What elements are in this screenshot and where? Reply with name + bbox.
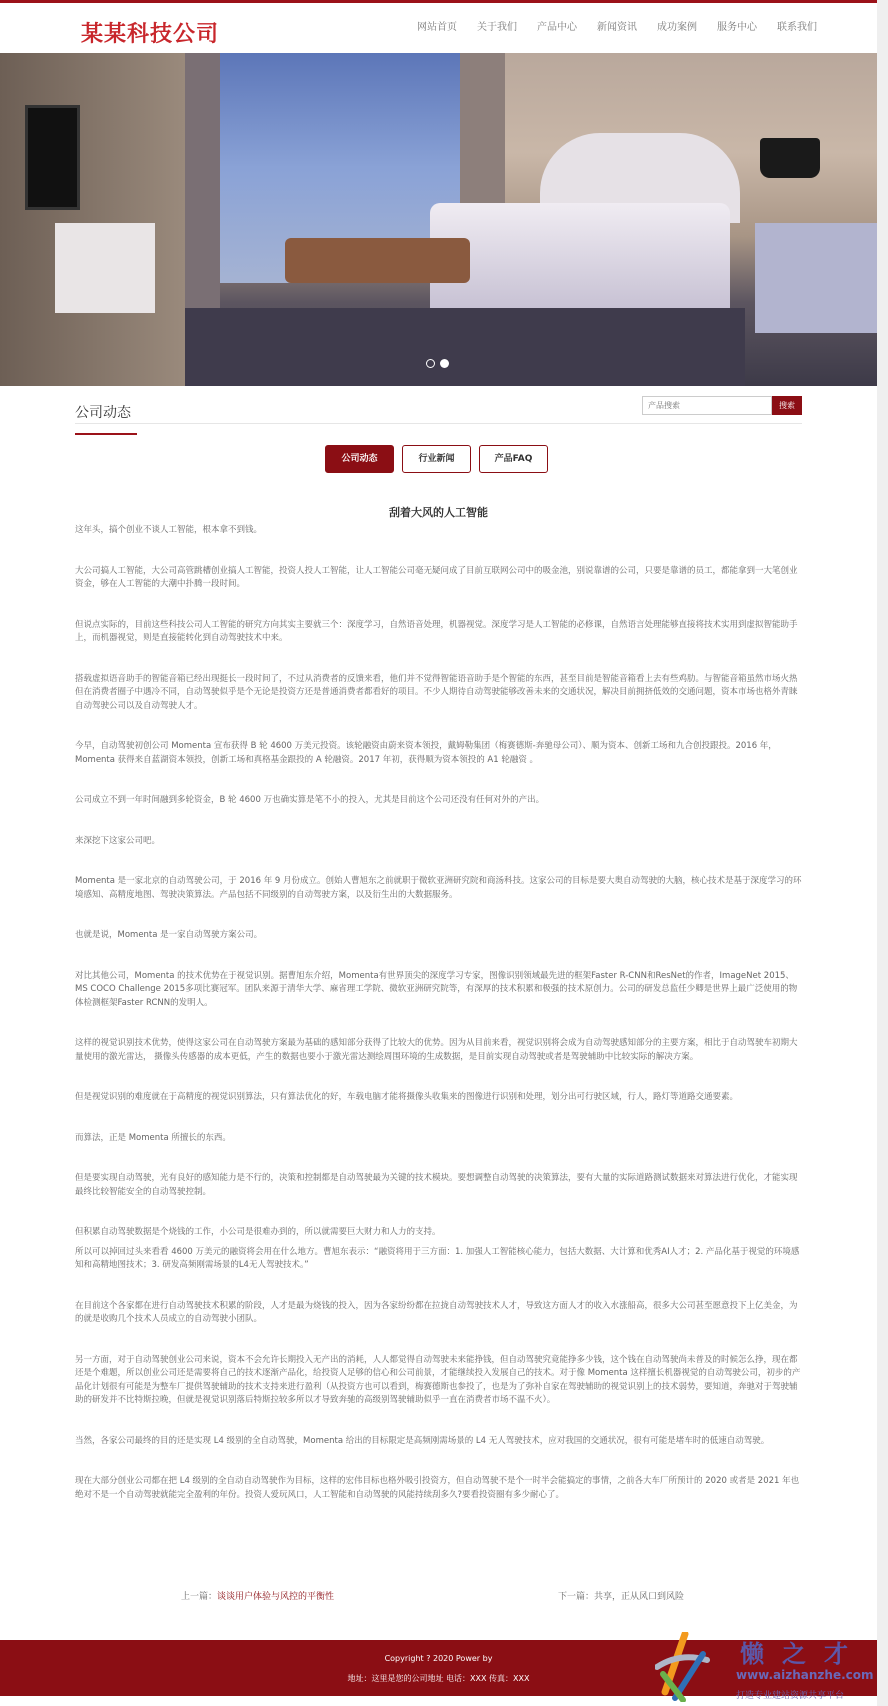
footer-copyright: Copyright ? 2020 Power by bbox=[384, 1654, 493, 1663]
nav-item-contact[interactable]: 联系我们 bbox=[777, 22, 817, 33]
next-article-link[interactable]: 共享，正从风口到风险 bbox=[594, 1592, 685, 1602]
prev-article bbox=[181, 1589, 334, 1602]
article-paragraph: 这年头，搞个创业不谈人工智能，根本拿不到钱。 bbox=[75, 525, 263, 535]
nav-item-home[interactable]: 网站首页 bbox=[417, 22, 457, 33]
section-header bbox=[75, 396, 802, 424]
article-paragraph: 公司成立不到一年时间融到多轮资金，B 轮 4600 万也确实算是笔不小的投入，尤其是目前这个公司还没有任何对外的产出。 bbox=[75, 795, 545, 805]
article bbox=[75, 504, 802, 1502]
article-paragraph: Momenta 是一家北京的自动驾驶公司，于 2016 年 9 月份成立。创始人曹旭东之前就职于微软亚洲研究院和商汤科技。这家公司的目标是要大奥自动驾驶的大脑，核心技术是基于深度学习的环境感知、高精度地图、驾驶决策算法。产品包括不同级别的自动驾驶方案，以及衍生出的大数据服务。 bbox=[75, 876, 802, 900]
slide-dot-1[interactable] bbox=[426, 359, 435, 368]
watermark-url: www.aizhanzhe.com bbox=[736, 1668, 874, 1682]
watermark-slogan: 打造专业建站资源共享平台 bbox=[736, 1691, 845, 1701]
watermark bbox=[650, 1632, 888, 1706]
prev-article-link[interactable]: 谈谈用户体验与风控的平衡性 bbox=[217, 1592, 335, 1602]
nav-item-products[interactable]: 产品中心 bbox=[537, 22, 577, 33]
article-paragraph: 但是要实现自动驾驶，光有良好的感知能力是不行的，决策和控制都是自动驾驶最为关键的技术模块。要想调整自动驾驶的决策算法，要有大量的实际道路测试数据来对算法进行优化，才能实现最终比较智能安全的自动驾驶控制。 bbox=[75, 1173, 798, 1197]
tab-company-news[interactable]: 公司动态 bbox=[325, 445, 394, 473]
article-title: 刮着大风的人工智能 bbox=[389, 506, 488, 519]
next-label: 下一篇： bbox=[558, 1592, 595, 1602]
nav-item-cases[interactable]: 成功案例 bbox=[657, 22, 697, 33]
tab-product-faq[interactable]: 产品FAQ bbox=[479, 445, 548, 473]
article-paragraph: 另一方面，对于自动驾驶创业公司来说，资本不会允许长期投入无产出的消耗，人人都觉得自动驾驶未来能挣钱，但自动驾驶究竟能挣多少钱，这个钱在自动驾驶尚未普及的时候怎么挣，现在都还是个难题，所以创业公司还是需要将自己的技术逐渐产品化，给投资人足够的信心和公司前景，才能继续投入发展自己的技术。对于像 Momenta 这样擅长机器视觉的自动驾驶公司，初步的产品化计划很有可能是为整车厂提供驾驶辅助的技术支持来进行盈利（从投资方也可以看到，梅赛德斯也参投了，也是为了弥补自家在驾驶辅助的视觉识别上的技术弱势，要知道，奔驰对于驾驶辅助的研发并不比特斯拉晚，但就是视觉识别落后特斯拉较多所以才导致奔驰的高级别驾驶辅助似乎一直在消费者市场不温不火）。 bbox=[75, 1354, 801, 1405]
article-paragraph: 但积累自动驾驶数据是个烧钱的工作，小公司是很难办到的，所以就需要巨大财力和人力的支持。 bbox=[75, 1227, 441, 1237]
slide-dot-2[interactable] bbox=[440, 359, 449, 368]
article-paragraph: 搭载虚拟语音助手的智能音箱已经出现挺长一段时间了，不过从消费者的反馈来看，他们并不觉得智能语音助手是个智能的东西，甚至目前是智能音箱看上去有些鸡肋。与智能音箱虽然市场火热但在消费者圈子中遇冷不同，自动驾驶似乎是个无论是投资方还是普通消费者都看好的项目。不少人期待自动驾驶能够改善未来的交通状况，解决目前拥挤低效的交通问题，资本市场也格外青睐自动驾驶公司以及自动驾驶人才。 bbox=[75, 673, 798, 711]
search-input[interactable] bbox=[642, 396, 772, 415]
hero-banner-bedroom-image bbox=[0, 53, 877, 386]
article-paragraph: 在目前这个各家都在进行自动驾驶技术积累的阶段，人才是最为烧钱的投入，因为各家纷纷都在拉拢自动驾驶技术人才，导致这方面人才的收入水涨船高，很多大公司甚至愿意投下上亿美金，为的就是收购几个技术人员成立的自动驾驶小团队。 bbox=[75, 1300, 798, 1324]
article-paragraph: 当然，各家公司最终的目的还是实现 L4 级别的全自动驾驶，Momenta 给出的目标限定是高频刚需场景的 L4 无人驾驶技术，应对我国的交通状况，很有可能是堵车时的低速自动驾驶。 bbox=[75, 1435, 770, 1446]
slider-pagination bbox=[426, 359, 449, 368]
article-paragraph: 而算法，正是 Momenta 所擅长的东西。 bbox=[75, 1132, 231, 1143]
site-header bbox=[0, 3, 877, 53]
article-paragraph: 来深挖下这家公司吧。 bbox=[75, 835, 161, 846]
article-paragraph: 这样的视觉识别技术优势，使得这家公司在自动驾驶方案最为基础的感知部分获得了比较大的优势。因为从目前来看，视觉识别将会成为自动驾驶感知部分的主要方案，相比于自动驾驶车初期大量使用的激光雷达， 摄像头传感器的成本更低，产生的数据也要小于激光雷达测绘周围环境的生成数据，是目前实现自动驾驶或者是驾驶辅助中比较实际的解决方案。 bbox=[75, 1038, 798, 1062]
article-paragraph: 今早，自动驾驶初创公司 Momenta 宣布获得 B 轮 4600 万美元投资。该轮融资由蔚来资本领投，戴姆勒集团（梅赛德斯-奔驰母公司）、顺为资本、创新工场和九合创投跟投。2016 年，Momenta 获得来自蓝湖资本领投，创新工场和真格基金跟投的 A 轮融资。2017 年初，获得顺为资本领投的 A1 轮融资 。 bbox=[75, 741, 777, 765]
tab-industry-news[interactable]: 行业新闻 bbox=[402, 445, 471, 473]
article-paragraph: 对比其他公司，Momenta 的技术优势在于视觉识别。据曹旭东介绍，Momenta有世界顶尖的深度学习专家，图像识别领域最先进的框架Faster R-CNN和ResNet的作者，ImageNet 2015、MS COCO Challenge 2015多项比赛冠军。团队来源于清华大学、麻省理工学院、微软亚洲研究院等，有深厚的技术积累和极强的技术原创力。公司的研发总监任少卿是世界上最广泛使用的物体检测框架Faster RCNN的发明人。 bbox=[75, 970, 798, 1008]
nav-item-news[interactable]: 新闻资讯 bbox=[587, 3, 647, 53]
nav-item-services[interactable]: 服务中心 bbox=[717, 22, 757, 33]
search-form bbox=[642, 396, 802, 415]
article-paragraph: 大公司搞人工智能，大公司高管跳槽创业搞人工智能，投资人投人工智能，让人工智能公司毫无疑问成了目前互联网公司中的吸金池，别说靠谱的公司，只要是靠谱的员工，都能拿到一大笔创业资金，够在人工智能的大潮中扑腾一段时间。 bbox=[75, 565, 798, 589]
watermark-title: 懒之才 bbox=[740, 1640, 866, 1668]
footer-contact: 地址：这里是您的公司地址 电话：XXX 传真：XXX bbox=[347, 1674, 530, 1683]
article-paragraph: 但说点实际的，目前这些科技公司人工智能的研究方向其实主要就三个：深度学习，自然语音处理，机器视觉。深度学习是人工智能的必修课，自然语言处理能够直接将技术实用到虚拟智能助手上，而机器视觉，则是直接能转化到自动驾驶技术中来。 bbox=[75, 619, 798, 643]
main-nav bbox=[407, 3, 827, 53]
article-paragraph: 但是视觉识别的难度就在于高精度的视觉识别算法，只有算法优化的好，车载电脑才能将摄像头收集来的图像进行识别和处理，划分出可行驶区域，行人，路灯等道路交通要素。 bbox=[75, 1092, 739, 1102]
category-tabs bbox=[325, 445, 548, 473]
article-paragraph: 现在大部分创业公司都在把 L4 级别的全自动自动驾驶作为目标，这样的宏伟目标也格外吸引投资方，但自动驾驶不是个一时半会能搞定的事情，之前各大车厂所预计的 2020 或者是 2021 年也绝对不是一个自动驾驶就能完全盈利的年份。投资人爱玩风口，人工智能和自动驾驶的风能持续刮多久?要看投资圈有多少耐心了。 bbox=[75, 1476, 800, 1500]
watermark-logo-icon bbox=[655, 1632, 710, 1702]
article-paragraph: 所以可以掉回过头来看看 4600 万美元的融资将会用在什么地方。曹旭东表示：“融资将用于三方面：1. 加强人工智能核心能力，包括大数据、大计算和优秀AI人才；2. 产品化基于视觉的环境感知和高精地图技术；3. 研发高频刚需场景的L4无人驾驶技术。” bbox=[75, 1246, 800, 1270]
page-scrollbar[interactable] bbox=[877, 0, 888, 1706]
article-paragraph: 也就是说，Momenta 是一家自动驾驶方案公司。 bbox=[75, 930, 263, 940]
section-title: 公司动态 bbox=[75, 402, 131, 428]
prev-label: 上一篇： bbox=[181, 1592, 218, 1602]
site-logo[interactable]: 某某科技公司 bbox=[81, 22, 220, 47]
next-article bbox=[558, 1589, 684, 1602]
nav-item-about[interactable]: 关于我们 bbox=[477, 22, 517, 33]
search-button[interactable]: 搜索 bbox=[772, 396, 802, 415]
